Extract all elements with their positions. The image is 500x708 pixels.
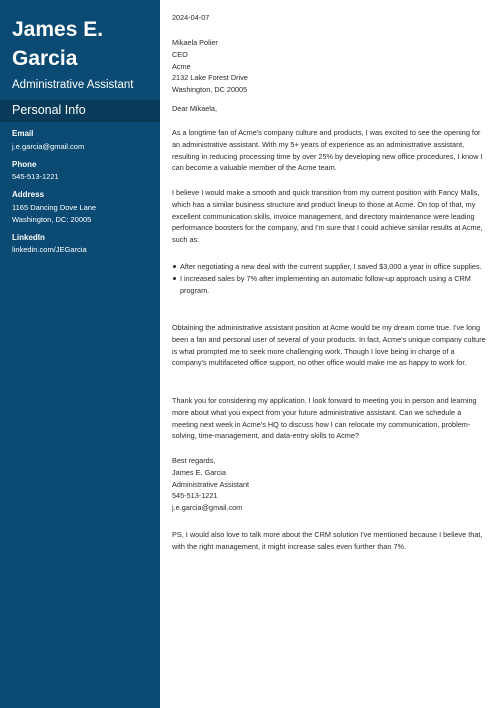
address-line1: 1165 Dancing Dove Lane (12, 203, 97, 212)
body-paragraph: I believe I would make a smooth and quick transition from my current position with Fancy Malls, which has a similar business structure and product lineup to those at Acme. On top of that, my excellent communication skills, invoice management, and directory maintenance were leading performance boosters for the company, and I'm sure that I could achieve similar results at Acme, such as: (172, 188, 483, 245)
recipient-block (172, 37, 488, 96)
closing-block (172, 455, 488, 514)
recipient-city: Washington, DC 20005 (172, 85, 248, 95)
closing: Best regards, (172, 456, 216, 465)
list-item: I increased sales by 7% after implementing an automatic follow-up approach using a CRM program. (172, 273, 488, 297)
email-label: Email (12, 129, 34, 138)
body-paragraph: Obtaining the administrative assistant position at Acme would be my dream come true. I've long been a fan and personal user of several of your products. In fact, Acme's unique company culture is what prompted me to seek more challenging work. Though I love being in charge of a company's multifaceted office support, no other office would make me as happy to work for. (172, 323, 486, 368)
signature-email: j.e.garcia@gmail.com (172, 503, 243, 513)
applicant-role: Administrative Assistant (12, 79, 134, 91)
recipient-name: Mikaela Polier (172, 38, 218, 47)
achievement-list (172, 261, 488, 296)
recipient-title: CEO (172, 49, 188, 59)
signature-name: James E. Garcia (172, 467, 226, 477)
applicant-name: James E. Garcia (12, 18, 104, 70)
postscript: PS, I would also love to talk more about the CRM solution I've mentioned because I believe that, with the right management, it might increase sales even further than 7%. (172, 530, 483, 551)
letter-date: 2024-04-07 (172, 13, 210, 22)
recipient-company: Acme (172, 61, 191, 71)
linkedin-value[interactable]: linkedin.com/JEGarcia (12, 245, 87, 254)
signature-title: Administrative Assistant (172, 479, 250, 489)
sidebar (0, 0, 160, 708)
address-line2: Washington, DC: 20005 (12, 215, 92, 224)
body-paragraph: As a longtime fan of Acme's company culture and products, I was excited to see the opening for an administrative assistant. With my 5+ years of experience as an administrative assistant, resulting in reducing processing time by over 25% by developing new office procedures, I know I can become a valuable member of the Acme team. (172, 128, 483, 173)
list-item: After negotiating a new deal with the current supplier, I saved $3,000 a year in office supplies. (172, 261, 488, 273)
address-label: Address (12, 190, 45, 199)
body-paragraph: Thank you for considering my application. I look forward to meeting you in person and learning more about what you expect from your future administrative assistant. Can we schedule a meeting next week in Acme's HQ to discuss how I can relocate my communication, problem-solving, time-management, and data-entry skills to Acme? (172, 396, 477, 441)
email-value[interactable]: j.e.garcia@gmail.com (12, 142, 85, 151)
phone-label: Phone (12, 160, 37, 169)
signature-phone: 545-513-1221 (172, 491, 218, 501)
linkedin-label: LinkedIn (12, 233, 45, 242)
salutation: Dear Mikaela, (172, 104, 218, 113)
personal-info-header (0, 100, 160, 122)
phone-value: 545-513-1221 (12, 172, 59, 181)
recipient-street: 2132 Lake Forest Drive (172, 73, 248, 83)
section-title: Personal Info (12, 103, 86, 117)
